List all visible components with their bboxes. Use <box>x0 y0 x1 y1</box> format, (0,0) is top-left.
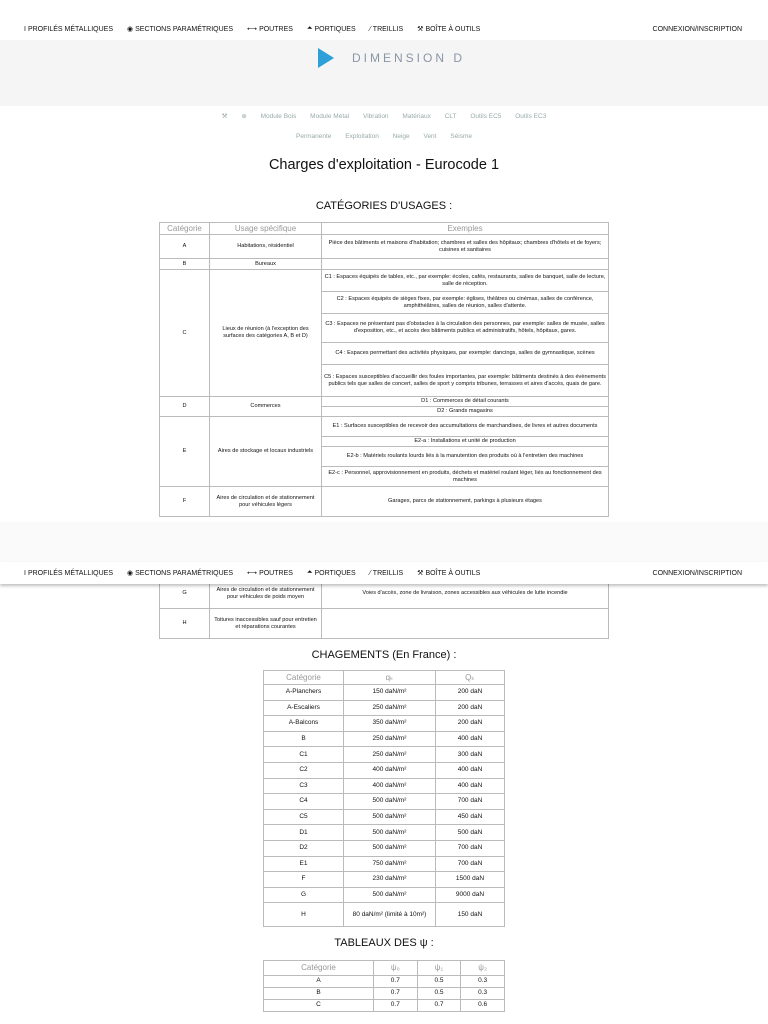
nav-item-truss[interactable] <box>370 26 404 33</box>
subnav-module-bois[interactable]: Module Bois <box>260 113 297 120</box>
table-row <box>264 988 505 1000</box>
logo-icon <box>318 48 334 68</box>
value-cell: 500 daN/m² <box>344 887 436 903</box>
table-row <box>264 778 505 794</box>
example-cell: Voies d'accès, zone de livraison, zones accessibles aux véhicules de lutte incendie <box>322 579 609 609</box>
value-cell: 700 daN <box>436 840 505 856</box>
value-cell: 0.7 <box>417 1000 461 1012</box>
table-row <box>264 747 505 763</box>
nav-label: PROFILÉS MÉTALLIQUES <box>27 25 114 33</box>
example-cell: C2 : Espaces équipés de sièges fixes, par exemple: églises, théâtres ou cinémas, salles de conférence, amphithéâtres, salles de réunion, salles d'attente. <box>322 292 609 314</box>
nav-item-frames[interactable] <box>307 569 356 577</box>
category-cell: F <box>264 872 344 888</box>
table-row <box>160 417 609 437</box>
nav-label: PORTIQUES <box>314 25 356 33</box>
profile-icon: I <box>24 569 26 577</box>
nav-label: PROFILÉS MÉTALLIQUES <box>27 569 114 577</box>
col-header: Usage spécifique <box>210 223 322 235</box>
section-gap <box>0 522 768 562</box>
table-row <box>160 235 609 259</box>
value-cell: 750 daN/m² <box>344 856 436 872</box>
example-cell: C4 : Espaces permettant des activités physiques, par exemple: dancings, salles de gymnastique, scènes <box>322 343 609 365</box>
usage-cell: Habitations, résidentiel <box>210 235 322 259</box>
example-cell: D2 : Grands magasins <box>322 407 609 417</box>
value-cell: 250 daN/m² <box>344 700 436 716</box>
value-cell: 0.7 <box>374 1000 418 1012</box>
brand-name: DIMENSION D <box>352 51 466 65</box>
value-cell: 200 daN <box>436 700 505 716</box>
value-cell: 500 daN/m² <box>344 840 436 856</box>
category-cell: C3 <box>264 778 344 794</box>
subnav-materiaux[interactable]: Matériaux <box>402 113 431 120</box>
categories-table-continued <box>159 578 609 639</box>
value-cell: 250 daN/m² <box>344 747 436 763</box>
category-cell: B <box>264 731 344 747</box>
nav-item-toolbox[interactable] <box>417 25 480 33</box>
value-cell: 0.3 <box>461 988 505 1000</box>
subnav-outils-ec5[interactable]: Outils EC5 <box>470 113 502 120</box>
subnav-vibration[interactable]: Vibration <box>363 113 389 120</box>
truss-icon: ⁄ <box>369 569 371 577</box>
value-cell: 0.7 <box>374 976 418 988</box>
category-cell: C5 <box>264 809 344 825</box>
value-cell: 450 daN <box>436 809 505 825</box>
table-row <box>264 1000 505 1012</box>
subnav-neige[interactable]: Neige <box>392 133 410 140</box>
col-header: Qₖ <box>436 671 505 685</box>
nav-item-truss[interactable] <box>370 570 404 577</box>
value-cell: 400 daN/m² <box>344 778 436 794</box>
category-cell: A <box>160 235 210 259</box>
example-cell: E1 : Surfaces susceptibles de recevoir des accumultations de marchandises, de livres et autres documents <box>322 417 609 437</box>
category-cell: A <box>264 976 374 988</box>
value-cell: 500 daN/m² <box>344 809 436 825</box>
loads-table-body <box>264 685 505 927</box>
category-cell: E1 <box>264 856 344 872</box>
example-cell: E2-c : Personnel, approvisionnement en produits, déchets et matériel roulant léger, liés au fonctionnement des machines <box>322 467 609 487</box>
col-header: ψ₁ <box>417 961 461 976</box>
category-cell: D <box>160 397 210 417</box>
tools-icon[interactable]: ⚒ <box>221 113 228 120</box>
value-cell: 200 daN <box>436 716 505 732</box>
example-cell: Pièce des bâtiments et maisons d'habitation; chambres et salles des hôpitaux; chambres d'hôtels et de foyers; cuisines et sanitaires <box>322 235 609 259</box>
value-cell: 300 daN <box>436 747 505 763</box>
value-cell: 700 daN <box>436 856 505 872</box>
table-row <box>160 270 609 292</box>
table-row <box>264 872 505 888</box>
table-row <box>160 397 609 407</box>
nav-item-beams[interactable] <box>247 569 293 577</box>
value-cell: 400 daN <box>436 731 505 747</box>
value-cell: 400 daN/m² <box>344 762 436 778</box>
value-cell: 9000 daN <box>436 887 505 903</box>
nav-item-sections[interactable] <box>127 25 233 33</box>
category-cell: B <box>264 988 374 1000</box>
table-row <box>264 903 505 927</box>
loads-table <box>263 670 505 927</box>
category-cell: A-Planchers <box>264 685 344 701</box>
top-nav-items <box>0 569 653 577</box>
subnav-row-2 <box>0 133 768 140</box>
table-row <box>264 856 505 872</box>
table-row <box>160 609 609 639</box>
table-row <box>264 700 505 716</box>
table-header-row <box>264 671 505 685</box>
value-cell: 150 daN <box>436 903 505 927</box>
table-row <box>264 825 505 841</box>
usage-cell: Commerces <box>210 397 322 417</box>
page-title: Charges d'exploitation - Eurocode 1 <box>268 157 500 173</box>
category-cell: C <box>160 270 210 397</box>
table-row <box>264 731 505 747</box>
example-cell: Garages, parcs de stationnement, parkings à plusieurs étages <box>322 487 609 517</box>
subnav-row-1 <box>0 112 768 120</box>
psi-heading: TABLEAUX DES ψ : <box>334 937 434 949</box>
nav-label: BOÎTE À OUTILS <box>425 569 481 577</box>
profile-icon: I <box>24 25 26 33</box>
subnav-clt[interactable]: CLT <box>444 113 457 120</box>
example-cell: E2-b : Matériels roulants lourds liés à la manutention des produits où à l'entretien des machines <box>322 447 609 467</box>
nav-label: POUTRES <box>259 25 293 33</box>
category-cell: A-Escaliers <box>264 700 344 716</box>
nav-item-toolbox[interactable] <box>417 569 480 577</box>
subnav-vent[interactable]: Vent <box>423 133 437 140</box>
table-row <box>160 487 609 517</box>
psi-table-body <box>264 976 505 1012</box>
category-cell: D1 <box>264 825 344 841</box>
beam-icon: ⟷ <box>247 26 258 33</box>
example-cell <box>322 609 609 639</box>
categories-table <box>159 222 609 517</box>
table-row <box>264 685 505 701</box>
subnav-outils-ec3[interactable]: Outils EC3 <box>515 113 547 120</box>
nav-label: TREILLIS <box>372 569 404 577</box>
category-cell: B <box>160 259 210 270</box>
table-row <box>264 716 505 732</box>
brand-logo[interactable] <box>318 48 465 68</box>
col-header: ψ₀ <box>374 961 418 976</box>
table-row <box>264 762 505 778</box>
value-cell: 0.7 <box>374 988 418 1000</box>
category-cell: E <box>160 417 210 487</box>
value-cell: 350 daN/m² <box>344 716 436 732</box>
value-cell: 400 daN <box>436 762 505 778</box>
section-icon: ◉ <box>127 570 134 577</box>
category-cell: C <box>264 1000 374 1012</box>
category-cell: C4 <box>264 794 344 810</box>
nav-item-profiles[interactable] <box>24 26 113 33</box>
nav-label: POUTRES <box>259 569 293 577</box>
print-icon[interactable]: ⊕ <box>241 113 247 120</box>
example-cell: C3 : Espaces ne présentant pas d'obstacles à la circulation des personnes, par exemple: salles de musée, salles d'exposition, etc., et accès des bâtiments publics et administratifs, hôtels, hôpitaux, gares. <box>322 314 609 343</box>
col-header: ψ₂ <box>461 961 505 976</box>
table-row <box>264 794 505 810</box>
value-cell: 150 daN/m² <box>344 685 436 701</box>
top-nav-sticky <box>0 562 768 584</box>
value-cell: 200 daN <box>436 685 505 701</box>
table-row <box>264 840 505 856</box>
category-cell: A-Balcons <box>264 716 344 732</box>
usage-cell: Aires de circulation et de stationnement pour véhicules légers <box>210 487 322 517</box>
category-cell: H <box>160 609 210 639</box>
nav-label: SECTIONS PARAMÉTRIQUES <box>135 25 234 33</box>
example-cell: C5 : Espaces susceptibles d'accueillir des foules importantes, par exemple: bâtiments destinés à des évènements publics tels que salles de concert, salles de sport y compris tribunes, terrasses et aires d'accès, quais de gare. <box>322 365 609 397</box>
col-header: Catégorie <box>160 223 210 235</box>
nav-label: SECTIONS PARAMÉTRIQUES <box>135 569 234 577</box>
table-header-row <box>264 961 505 976</box>
value-cell: 250 daN/m² <box>344 731 436 747</box>
category-cell: C2 <box>264 762 344 778</box>
usage-cell: Lieux de réunion (à l'exception des surfaces des catégories A, B et D) <box>210 270 322 397</box>
col-header: Catégorie <box>264 671 344 685</box>
category-cell: C1 <box>264 747 344 763</box>
nav-item-profiles[interactable] <box>24 570 113 577</box>
subnav-permanente[interactable]: Permanente <box>296 133 332 140</box>
psi-table <box>263 960 505 1012</box>
example-cell: E2-a : Installations et unité de production <box>322 437 609 447</box>
value-cell: 500 daN <box>436 825 505 841</box>
login-link[interactable]: CONNEXION/INSCRIPTION <box>652 25 742 33</box>
top-nav <box>0 18 768 40</box>
usage-cell: Toitures inaccessibles sauf pour entretien et réparations courantes <box>210 609 322 639</box>
category-cell: F <box>160 487 210 517</box>
truss-icon: ⁄ <box>369 25 371 33</box>
nav-label: BOÎTE À OUTILS <box>425 25 481 33</box>
value-cell: 1500 daN <box>436 872 505 888</box>
table-row <box>160 259 609 270</box>
value-cell: 500 daN/m² <box>344 825 436 841</box>
beam-icon: ⟷ <box>247 570 258 577</box>
frame-icon: ⏶ <box>306 25 313 32</box>
table-row <box>264 887 505 903</box>
col-header: Exemples <box>322 223 609 235</box>
usage-cell: Aires de circulation et de stationnement pour véhicules de poids moyen <box>210 579 322 609</box>
value-cell: 0.5 <box>417 988 461 1000</box>
example-cell: D1 : Commerces de détail courants <box>322 397 609 407</box>
category-cell: H <box>264 903 344 927</box>
subnav-exploitation[interactable]: Exploitation <box>345 133 379 140</box>
nav-item-beams[interactable] <box>247 25 293 33</box>
value-cell: 0.3 <box>461 976 505 988</box>
value-cell: 400 daN <box>436 778 505 794</box>
nav-item-frames[interactable] <box>307 25 356 33</box>
category-cell: D2 <box>264 840 344 856</box>
nav-label: TREILLIS <box>372 25 404 33</box>
value-cell: 500 daN/m² <box>344 794 436 810</box>
section-icon: ◉ <box>127 26 134 33</box>
nav-item-sections[interactable] <box>127 569 233 577</box>
example-cell: C1 : Espaces équipés de tables, etc., par exemple: écoles, cafés, restaurants, salles de banquet, salle de lecture, salle de réception. <box>322 270 609 292</box>
value-cell: 0.6 <box>461 1000 505 1012</box>
example-cell <box>322 259 609 270</box>
category-cell: G <box>264 887 344 903</box>
toolbox-icon: ⚒ <box>417 26 424 33</box>
table-row <box>264 976 505 988</box>
usage-cell: Bureaux <box>210 259 322 270</box>
nav-label: PORTIQUES <box>314 569 356 577</box>
value-cell: 80 daN/m² (limité à 10m²) <box>344 903 436 927</box>
loads-heading: CHAGEMENTS (En France) : <box>311 649 457 661</box>
value-cell: 0.5 <box>417 976 461 988</box>
value-cell: 700 daN <box>436 794 505 810</box>
subnav-module-metal[interactable]: Module Métal <box>310 113 350 120</box>
table-header-row <box>160 223 609 235</box>
login-link[interactable]: CONNEXION/INSCRIPTION <box>652 569 742 577</box>
value-cell: 230 daN/m² <box>344 872 436 888</box>
categories-heading: CATÉGORIES D'USAGES : <box>315 200 453 212</box>
col-header: Catégorie <box>264 961 374 976</box>
frame-icon: ⏶ <box>306 569 313 576</box>
usage-cell: Aires de stockage et locaux industriels <box>210 417 322 487</box>
top-nav-items <box>0 25 653 33</box>
col-header: qₖ <box>344 671 436 685</box>
table-row <box>264 809 505 825</box>
subnav-seisme[interactable]: Séisme <box>450 133 472 140</box>
category-cell: G <box>160 579 210 609</box>
toolbox-icon: ⚒ <box>417 570 424 577</box>
